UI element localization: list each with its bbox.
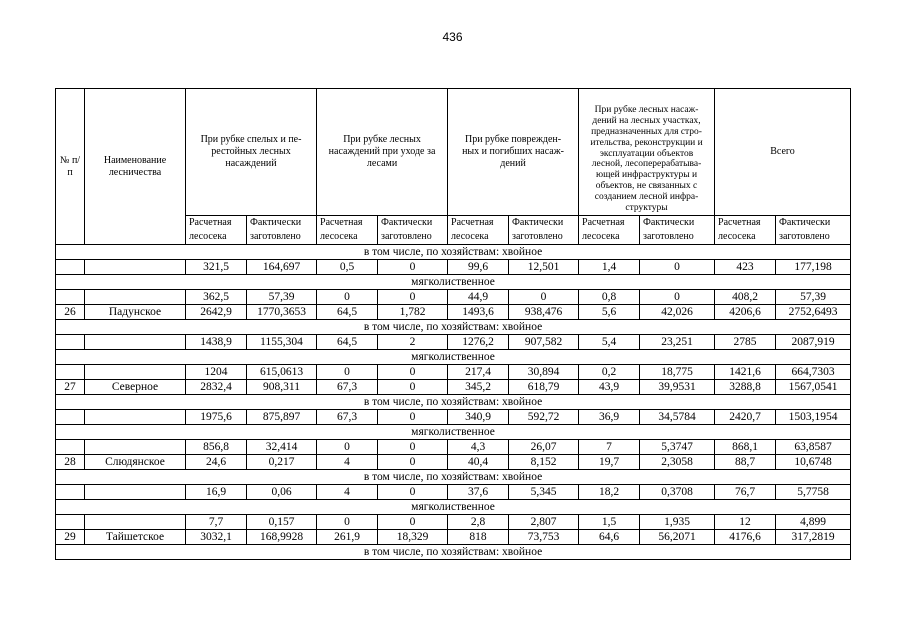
forestry-name (85, 485, 186, 500)
value-cell: 1567,0541 (776, 380, 851, 395)
value-cell: 39,9531 (640, 380, 715, 395)
subheader-line: Фактически (250, 217, 302, 228)
value-cell: 37,6 (448, 485, 509, 500)
subheader-line: заготовлено (643, 231, 694, 242)
forestry-name: Тайшетское (85, 530, 186, 545)
value-cell: 423 (715, 260, 776, 275)
value-cell: 3032,1 (186, 530, 247, 545)
page-number: 436 (442, 30, 463, 44)
value-cell: 0 (378, 260, 448, 275)
subheader-line: Расчетная (718, 217, 761, 228)
value-cell: 64,5 (317, 305, 378, 320)
header-line: лесной, лесоперерабатыва- (591, 159, 702, 170)
section-label: мягколиственное (56, 500, 851, 515)
subheader-actual (378, 216, 448, 245)
table-row (56, 260, 851, 275)
value-cell: 938,476 (509, 305, 579, 320)
forestry-table (55, 88, 851, 560)
row-number (56, 365, 85, 380)
section-label: в том числе, по хозяйствам: хвойное (56, 545, 851, 560)
subheader-line: Расчетная (582, 217, 625, 228)
value-cell: 8,152 (509, 455, 579, 470)
value-cell: 7 (579, 440, 640, 455)
subheader-line: лесосека (189, 231, 227, 242)
value-cell: 261,9 (317, 530, 378, 545)
value-cell: 0 (378, 365, 448, 380)
header-line: ющей инфраструктуры и (595, 170, 698, 181)
value-cell: 43,9 (579, 380, 640, 395)
subheader-line: Фактически (779, 217, 831, 228)
value-cell: 73,753 (509, 530, 579, 545)
value-cell: 76,7 (715, 485, 776, 500)
value-cell: 57,39 (776, 290, 851, 305)
header-forestry-name-text: Наименование лесничества (103, 154, 167, 178)
header-line: ительства, реконструкции и (590, 137, 703, 148)
header-line: При рубке лесных (343, 134, 421, 145)
section-row (56, 470, 851, 485)
subheader-actual (509, 216, 579, 245)
value-cell: 408,2 (715, 290, 776, 305)
header-group-infrastructure (579, 89, 715, 216)
value-cell: 19,7 (579, 455, 640, 470)
value-cell: 4206,6 (715, 305, 776, 320)
value-cell: 0,5 (317, 260, 378, 275)
section-row (56, 275, 851, 290)
value-cell: 1438,9 (186, 335, 247, 350)
section-row (56, 395, 851, 410)
value-cell: 4 (317, 485, 378, 500)
value-cell: 5,4 (579, 335, 640, 350)
subheader-line: заготовлено (779, 231, 830, 242)
header-group-total (715, 89, 851, 216)
value-cell: 317,2819 (776, 530, 851, 545)
table-row (56, 380, 851, 395)
value-cell: 63,8587 (776, 440, 851, 455)
header-number (56, 89, 85, 245)
table-row (56, 440, 851, 455)
value-cell: 1493,6 (448, 305, 509, 320)
value-cell: 18,329 (378, 530, 448, 545)
row-number (56, 515, 85, 530)
value-cell: 345,2 (448, 380, 509, 395)
value-cell: 856,8 (186, 440, 247, 455)
forestry-name (85, 515, 186, 530)
value-cell: 0,3708 (640, 485, 715, 500)
forestry-name (85, 260, 186, 275)
subheader-actual (640, 216, 715, 245)
value-cell: 362,5 (186, 290, 247, 305)
header-line: предназначенных для стро- (591, 126, 702, 137)
value-cell: 1155,304 (247, 335, 317, 350)
row-number (56, 440, 85, 455)
value-cell: 0,06 (247, 485, 317, 500)
header-line: Всего (770, 146, 795, 157)
value-cell: 24,6 (186, 455, 247, 470)
value-cell: 26,07 (509, 440, 579, 455)
table-header-row (56, 89, 851, 216)
value-cell: 1,782 (378, 305, 448, 320)
table-row (56, 305, 851, 320)
section-row (56, 545, 851, 560)
subheader-line: заготовлено (512, 231, 563, 242)
row-number (56, 485, 85, 500)
value-cell: 2785 (715, 335, 776, 350)
value-cell: 618,79 (509, 380, 579, 395)
value-cell: 164,697 (247, 260, 317, 275)
value-cell: 0 (640, 260, 715, 275)
forestry-name: Слюдянское (85, 455, 186, 470)
subheader-planned (186, 216, 247, 245)
value-cell: 12 (715, 515, 776, 530)
subheader-planned (448, 216, 509, 245)
value-cell: 0,157 (247, 515, 317, 530)
section-label: в том числе, по хозяйствам: хвойное (56, 470, 851, 485)
row-number (56, 260, 85, 275)
value-cell: 0 (509, 290, 579, 305)
value-cell: 1,4 (579, 260, 640, 275)
value-cell: 23,251 (640, 335, 715, 350)
subheader-line: Фактически (381, 217, 433, 228)
subheader-line: Расчетная (320, 217, 363, 228)
forestry-name (85, 440, 186, 455)
value-cell: 1,935 (640, 515, 715, 530)
value-cell: 1,5 (579, 515, 640, 530)
value-cell: 2420,7 (715, 410, 776, 425)
value-cell: 1975,6 (186, 410, 247, 425)
value-cell: 2,8 (448, 515, 509, 530)
row-number: 29 (56, 530, 85, 545)
table-row (56, 335, 851, 350)
table-row (56, 530, 851, 545)
value-cell: 321,5 (186, 260, 247, 275)
header-line: ных и погибших насаж- (462, 146, 564, 157)
header-line: структуры (625, 203, 668, 214)
value-cell: 0 (378, 380, 448, 395)
value-cell: 88,7 (715, 455, 776, 470)
value-cell: 2,3058 (640, 455, 715, 470)
header-line: насаждений (225, 158, 277, 169)
value-cell: 64,5 (317, 335, 378, 350)
subheader-line: Фактически (643, 217, 695, 228)
forestry-name (85, 290, 186, 305)
subheader-line: лесосека (582, 231, 620, 242)
value-cell: 340,9 (448, 410, 509, 425)
value-cell: 615,0613 (247, 365, 317, 380)
value-cell: 0 (317, 290, 378, 305)
value-cell: 875,897 (247, 410, 317, 425)
value-cell: 3288,8 (715, 380, 776, 395)
value-cell: 0 (640, 290, 715, 305)
value-cell: 5,7758 (776, 485, 851, 500)
header-number-text: № п/п (59, 154, 81, 178)
subheader-line: заготовлено (381, 231, 432, 242)
value-cell: 67,3 (317, 380, 378, 395)
value-cell: 16,9 (186, 485, 247, 500)
value-cell: 664,7303 (776, 365, 851, 380)
subheader-line: лесосека (451, 231, 489, 242)
value-cell: 2832,4 (186, 380, 247, 395)
value-cell: 67,3 (317, 410, 378, 425)
value-cell: 168,9928 (247, 530, 317, 545)
value-cell: 36,9 (579, 410, 640, 425)
forestry-name (85, 335, 186, 350)
value-cell: 0 (378, 410, 448, 425)
header-line: объектов, не связанных с (595, 181, 698, 192)
section-label: мягколиственное (56, 425, 851, 440)
subheader-planned (317, 216, 378, 245)
value-cell: 56,2071 (640, 530, 715, 545)
value-cell: 5,3747 (640, 440, 715, 455)
value-cell: 64,6 (579, 530, 640, 545)
section-row (56, 320, 851, 335)
header-group-care (317, 89, 448, 216)
value-cell: 868,1 (715, 440, 776, 455)
subheader-planned (715, 216, 776, 245)
subheader-line: Расчетная (189, 217, 232, 228)
row-number (56, 290, 85, 305)
section-row (56, 350, 851, 365)
value-cell: 1204 (186, 365, 247, 380)
value-cell: 1770,3653 (247, 305, 317, 320)
table-row (56, 485, 851, 500)
section-row (56, 245, 851, 260)
subheader-line: лесосека (320, 231, 358, 242)
header-line: насаждений при уходе за (328, 146, 436, 157)
forestry-name (85, 365, 186, 380)
section-label: в том числе, по хозяйствам: хвойное (56, 320, 851, 335)
value-cell: 907,582 (509, 335, 579, 350)
section-row (56, 500, 851, 515)
subheader-line: лесосека (718, 231, 756, 242)
header-line: рестойных лесных (211, 146, 291, 157)
table-body (56, 245, 851, 560)
value-cell: 2 (378, 335, 448, 350)
value-cell: 99,6 (448, 260, 509, 275)
header-line: При рубке поврежден- (464, 134, 562, 145)
section-label: мягколиственное (56, 350, 851, 365)
value-cell: 30,894 (509, 365, 579, 380)
row-number (56, 410, 85, 425)
value-cell: 34,5784 (640, 410, 715, 425)
value-cell: 0 (317, 515, 378, 530)
value-cell: 0 (378, 455, 448, 470)
value-cell: 5,6 (579, 305, 640, 320)
value-cell: 0,2 (579, 365, 640, 380)
header-group-damaged (448, 89, 579, 216)
value-cell: 44,9 (448, 290, 509, 305)
value-cell: 2,807 (509, 515, 579, 530)
subheader-actual (776, 216, 851, 245)
table-row (56, 365, 851, 380)
header-line: дений на лесных участках, (592, 115, 701, 126)
subheader-actual (247, 216, 317, 245)
header-line: При рубке спелых и пе- (200, 134, 302, 145)
row-number (56, 335, 85, 350)
value-cell: 0 (378, 515, 448, 530)
value-cell: 0,217 (247, 455, 317, 470)
row-number: 28 (56, 455, 85, 470)
subheader-line: заготовлено (250, 231, 301, 242)
value-cell: 0 (378, 440, 448, 455)
section-label: в том числе, по хозяйствам: хвойное (56, 245, 851, 260)
table-row (56, 410, 851, 425)
value-cell: 818 (448, 530, 509, 545)
value-cell: 0 (378, 485, 448, 500)
value-cell: 177,198 (776, 260, 851, 275)
header-forestry-name (85, 89, 186, 245)
value-cell: 18,775 (640, 365, 715, 380)
value-cell: 4,3 (448, 440, 509, 455)
value-cell: 0 (317, 440, 378, 455)
value-cell: 4 (317, 455, 378, 470)
subheader-planned (579, 216, 640, 245)
table-row (56, 290, 851, 305)
section-label: мягколиственное (56, 275, 851, 290)
table-row (56, 455, 851, 470)
header-line: эксплуатации объектов (599, 148, 694, 159)
value-cell: 2087,919 (776, 335, 851, 350)
value-cell: 2752,6493 (776, 305, 851, 320)
value-cell: 4,899 (776, 515, 851, 530)
value-cell: 217,4 (448, 365, 509, 380)
table-row (56, 515, 851, 530)
value-cell: 10,6748 (776, 455, 851, 470)
row-number: 27 (56, 380, 85, 395)
value-cell: 42,026 (640, 305, 715, 320)
value-cell: 0 (378, 290, 448, 305)
value-cell: 18,2 (579, 485, 640, 500)
value-cell: 1421,6 (715, 365, 776, 380)
value-cell: 40,4 (448, 455, 509, 470)
forestry-name (85, 410, 186, 425)
value-cell: 4176,6 (715, 530, 776, 545)
subheader-line: Фактически (512, 217, 564, 228)
section-label: в том числе, по хозяйствам: хвойное (56, 395, 851, 410)
forestry-name: Северное (85, 380, 186, 395)
value-cell: 908,311 (247, 380, 317, 395)
value-cell: 32,414 (247, 440, 317, 455)
value-cell: 0 (317, 365, 378, 380)
header-line: созданием лесной инфра- (594, 192, 699, 203)
forestry-name: Падунское (85, 305, 186, 320)
header-group-mature (186, 89, 317, 216)
row-number: 26 (56, 305, 85, 320)
value-cell: 0,8 (579, 290, 640, 305)
section-row (56, 425, 851, 440)
header-line: При рубке лесных насаж- (594, 104, 699, 115)
value-cell: 7,7 (186, 515, 247, 530)
value-cell: 1503,1954 (776, 410, 851, 425)
value-cell: 592,72 (509, 410, 579, 425)
value-cell: 1276,2 (448, 335, 509, 350)
value-cell: 57,39 (247, 290, 317, 305)
subheader-line: Расчетная (451, 217, 494, 228)
value-cell: 12,501 (509, 260, 579, 275)
header-line: лесами (366, 158, 398, 169)
header-line: дений (500, 158, 526, 169)
value-cell: 5,345 (509, 485, 579, 500)
value-cell: 2642,9 (186, 305, 247, 320)
